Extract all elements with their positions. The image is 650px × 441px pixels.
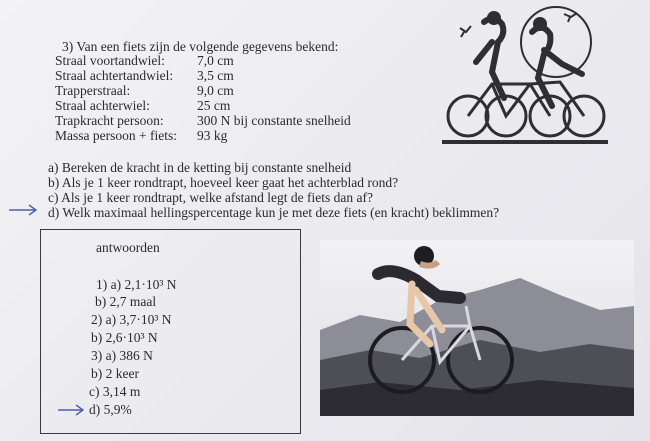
given-value: 300 N bij constante snelheid: [197, 113, 351, 128]
question-part-c: c) Als je 1 keer rondtrapt, welke afstand legt de fiets dan af?: [48, 190, 373, 205]
given-value: 7,0 cm: [197, 53, 234, 68]
tandem-bicycle-icon: [440, 4, 610, 150]
answer-item: b) 2,7 maal: [95, 294, 157, 309]
question-part-b: b) Als je 1 keer rondtrapt, hoeveel keer gaat het achterblad rond?: [48, 175, 399, 190]
question-intro: 3) Van een fiets zijn de volgende gegevens bekend:: [62, 39, 339, 54]
answer-item: 3) a) 386 N: [91, 348, 153, 363]
givens-list: [55, 53, 375, 143]
answers-title: antwoorden: [96, 240, 160, 255]
given-row: [55, 83, 375, 98]
given-value: 25 cm: [197, 98, 231, 113]
answer-item: 2) a) 3,7·10³ N: [91, 312, 172, 327]
given-row: [55, 68, 375, 83]
given-value: 9,0 cm: [197, 83, 234, 98]
given-label: Trapkracht persoon:: [55, 113, 164, 128]
given-label: Straal voortandwiel:: [55, 53, 165, 68]
given-label: Straal achtertandwiel:: [55, 68, 174, 83]
answer-item: c) 3,14 m: [89, 384, 141, 399]
given-row: [55, 53, 375, 68]
answer-item: b) 2 keer: [91, 366, 139, 381]
given-row: [55, 128, 375, 143]
question-part-a: a) Bereken de kracht in de ketting bij constante snelheid: [48, 160, 352, 175]
answers-box: [40, 229, 301, 434]
answer-item: 1) a) 2,1·10³ N: [96, 277, 177, 292]
given-label: Massa persoon + fiets:: [55, 128, 177, 143]
arrow-right-icon: [8, 203, 38, 221]
given-row: [55, 98, 375, 113]
given-value: 93 kg: [197, 128, 228, 143]
given-label: Straal achterwiel:: [55, 98, 150, 113]
question-part-d: d) Welk maximaal hellingspercentage kun je met deze fiets (en kracht) beklimmen?: [48, 205, 500, 220]
answer-item: b) 2,6·10³ N: [91, 330, 158, 345]
given-value: 3,5 cm: [197, 68, 234, 83]
cyclist-photo: [320, 240, 634, 416]
arrow-right-icon: [57, 403, 85, 421]
answer-item: d) 5,9%: [89, 402, 132, 417]
given-label: Trapperstraal:: [55, 83, 131, 98]
given-row: [55, 113, 375, 128]
